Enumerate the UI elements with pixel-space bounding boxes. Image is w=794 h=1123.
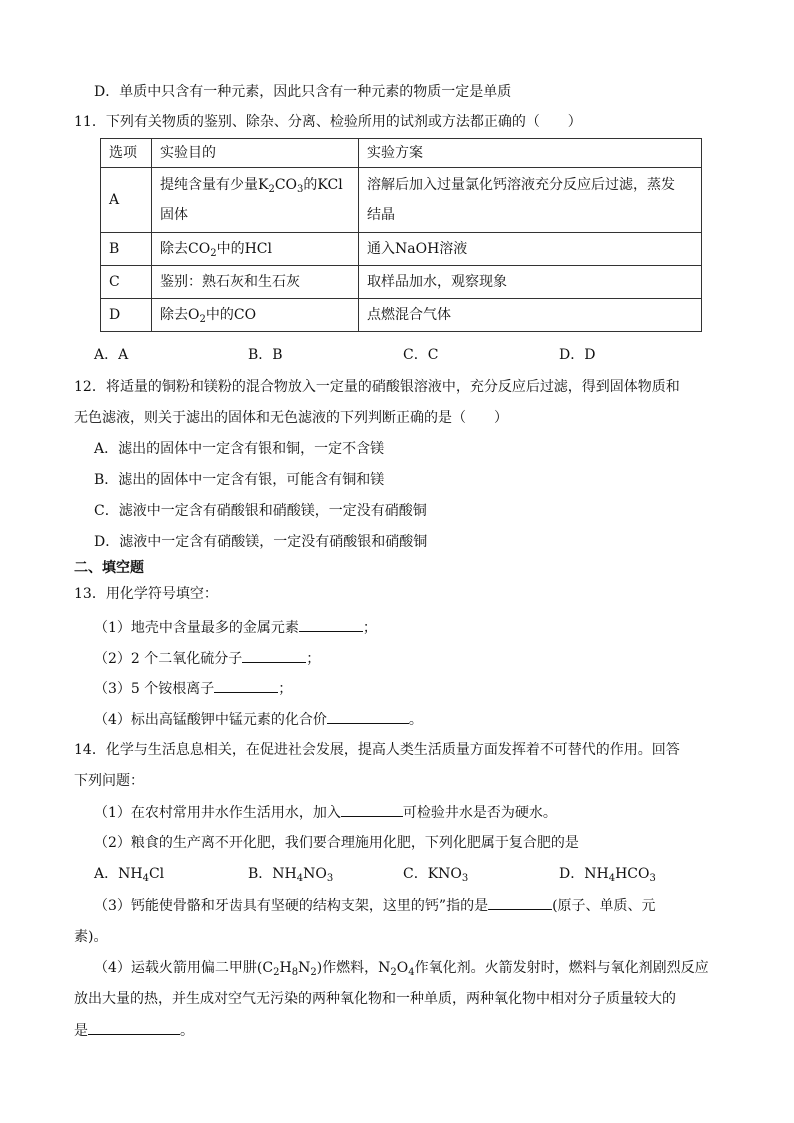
q13-item-text: （1）地壳中含量最多的金属元素: [94, 620, 299, 636]
choice-text: HCO: [615, 866, 650, 882]
choice-text: Cl: [148, 866, 165, 882]
q14-part4-text: 是: [74, 1023, 88, 1039]
q14-choice-a: [94, 864, 164, 884]
q14-part-3: [94, 895, 656, 916]
answer-blank[interactable]: [88, 1020, 180, 1035]
choice-text: NO: [303, 866, 327, 882]
q13-item-1: [94, 617, 377, 638]
table-row: [101, 233, 702, 266]
q14-part4-text: O: [396, 960, 409, 976]
q12-option-d: D．滤液中一定含有硝酸镁，一定没有硝酸银和硝酸铜: [94, 534, 428, 550]
q14-part4-text: 作氧化剂。火箭发射时，燃料与氧化剂剧烈反应: [414, 960, 709, 976]
q14-part-2: （2）粮食的生产离不开化肥，我们要合理施用化肥，下列化肥属于复合肥的是: [94, 835, 579, 851]
row-c-goal: 鉴别：熟石灰和生石灰: [152, 266, 359, 299]
q11-choice-a: A．A: [94, 347, 129, 363]
row-a-goal-text: CO: [274, 177, 298, 193]
table-row: [101, 266, 702, 299]
row-b-goal-text: 除去CO: [160, 241, 211, 257]
q14-part-4-line3: [74, 1020, 194, 1041]
q10-option-d: D．单质中只含有一种元素，因此只含有一种元素的物质一定是单质: [94, 84, 512, 100]
q12-stem-line2: 无色滤液，则关于滤出的固体和无色滤液的下列判断正确的是（ ）: [74, 410, 508, 426]
q14-choice-d: [559, 864, 656, 884]
q14-choice-c: [403, 864, 468, 884]
q13-item-punct: 。: [408, 712, 423, 728]
q13-item-punct: ；: [306, 651, 321, 667]
choice-sub: 4: [296, 873, 304, 884]
formula-sub: 2: [390, 967, 397, 978]
row-b-goal-sub: 2: [210, 248, 217, 259]
q11-experiment-table: [100, 138, 702, 332]
section-title: 二、填空题: [74, 560, 144, 576]
q12-option-b: B．滤出的固体中一定含有银，可能含有铜和镁: [94, 472, 385, 488]
q14-part4-text: 。: [180, 1023, 194, 1039]
q14-part-3-line2: 素)。: [74, 929, 108, 945]
table-row: [101, 168, 702, 233]
q14-stem-line2: 下列问题：: [74, 773, 144, 789]
q14-part1-text: （1）在农村常用井水作生活用水，加入: [94, 805, 341, 821]
formula-sub: 2: [310, 967, 317, 978]
row-c-option: C: [101, 266, 152, 299]
q14-part-4-line2: 放出大量的热，并生成对空气无污染的两种氧化物和一种单质，两种氧化物中相对分子质量较大的: [74, 991, 676, 1007]
choice-sub: 3: [326, 873, 334, 884]
q14-part-4: [94, 958, 709, 978]
row-d-goal-text: 除去O: [160, 307, 200, 323]
choice-sub: 3: [461, 873, 469, 884]
formula-sub: 2: [273, 967, 280, 978]
row-a-goal-line2: 固体: [160, 207, 188, 223]
row-b-plan: 通入NaOH溶液: [359, 233, 702, 266]
row-d-plan: 点燃混合气体: [359, 299, 702, 332]
q12-stem-line1: 12．将适量的铜粉和镁粉的混合物放入一定量的硝酸银溶液中，充分反应后过滤，得到固体物质和: [74, 379, 680, 395]
row-b-goal: [152, 233, 359, 266]
table-header-row: [101, 139, 702, 168]
q14-part4-text: （4）运载火箭用偏二甲肼(C: [94, 960, 274, 976]
row-a-plan-line2: 结晶: [367, 207, 395, 223]
q13-stem: 13．用化学符号填空：: [74, 586, 218, 602]
choice-text: B．NH: [248, 866, 297, 882]
choice-text: A．NH: [94, 866, 143, 882]
q11-stem: 11．下列有关物质的鉴别、除杂、分离、检验所用的试剂或方法都正确的（ ）: [74, 114, 582, 130]
row-d-goal: [152, 299, 359, 332]
header-plan: 实验方案: [359, 139, 702, 168]
q13-item-text: （3）5 个铵根离子: [94, 681, 215, 697]
q14-part3-text: (原子、单质、元: [552, 898, 656, 914]
q11-choice-d: D．D: [559, 347, 596, 363]
formula-sub: 4: [408, 967, 415, 978]
q12-option-c: C．滤液中一定含有硝酸银和硝酸镁，一定没有硝酸铜: [94, 503, 427, 519]
row-a-option: A: [101, 168, 152, 233]
row-a-goal-text: 的KCl: [303, 177, 343, 193]
answer-blank[interactable]: [242, 648, 306, 663]
row-a-goal-text: 提纯含量有少量K: [160, 177, 269, 193]
row-d-option: D: [101, 299, 152, 332]
q14-part4-text: H: [279, 960, 292, 976]
q13-item-3: [94, 678, 292, 699]
row-d-goal-text: 中的CO: [205, 307, 257, 323]
choice-text: C．KNO: [403, 866, 462, 882]
q11-choice-c: C．C: [403, 347, 439, 363]
answer-blank[interactable]: [488, 895, 552, 910]
row-a-plan-text: 溶解后加入过量氯化钙溶液充分反应后过滤，蒸发: [367, 177, 675, 193]
row-c-plan: 取样品加水，观察现象: [359, 266, 702, 299]
choice-sub: 4: [142, 873, 149, 884]
q13-item-text: （4）标出高锰酸钾中锰元素的化合价: [94, 712, 327, 728]
q14-part-1: [94, 802, 557, 823]
answer-blank[interactable]: [214, 678, 278, 693]
q14-part4-text: )作燃料，N: [316, 960, 391, 976]
q14-stem-line1: 14．化学与生活息息相关，在促进社会发展，提高人类生活质量方面发挥着不可替代的作用。回答: [74, 742, 680, 758]
row-a-goal-sub: 3: [297, 184, 304, 195]
answer-blank[interactable]: [341, 802, 403, 817]
row-b-option: B: [101, 233, 152, 266]
q13-item-text: （2）2 个二氧化硫分子: [94, 651, 243, 667]
q11-choice-b: B．B: [248, 347, 283, 363]
row-a-goal-sub: 2: [268, 184, 275, 195]
header-goal: 实验目的: [152, 139, 359, 168]
q12-option-a: A．滤出的固体中一定含有银和铜，一定不含镁: [94, 441, 385, 457]
row-a-goal: [152, 168, 359, 233]
row-a-plan: [359, 168, 702, 233]
q14-part4-text: N: [298, 960, 311, 976]
formula-sub: 8: [291, 967, 299, 978]
answer-blank[interactable]: [299, 617, 363, 632]
q13-item-punct: ；: [362, 620, 377, 636]
row-b-goal-text: 中的HCl: [216, 241, 272, 257]
choice-text: D．NH: [559, 866, 609, 882]
answer-blank[interactable]: [327, 709, 409, 724]
q13-item-punct: ；: [278, 681, 293, 697]
q13-item-2: [94, 648, 320, 669]
choice-sub: 3: [649, 873, 656, 884]
table-row: [101, 299, 702, 332]
q14-choice-b: [248, 864, 333, 884]
q13-item-4: [94, 709, 423, 730]
q14-part1-text: 可检验井水是否为硬水。: [402, 805, 557, 821]
header-option: 选项: [101, 139, 152, 168]
row-d-goal-sub: 2: [199, 314, 206, 325]
choice-sub: 4: [608, 873, 616, 884]
q14-part3-text: （3）钙能使骨骼和牙齿具有坚硬的结构支架，这里的钙”指的是: [94, 898, 489, 914]
